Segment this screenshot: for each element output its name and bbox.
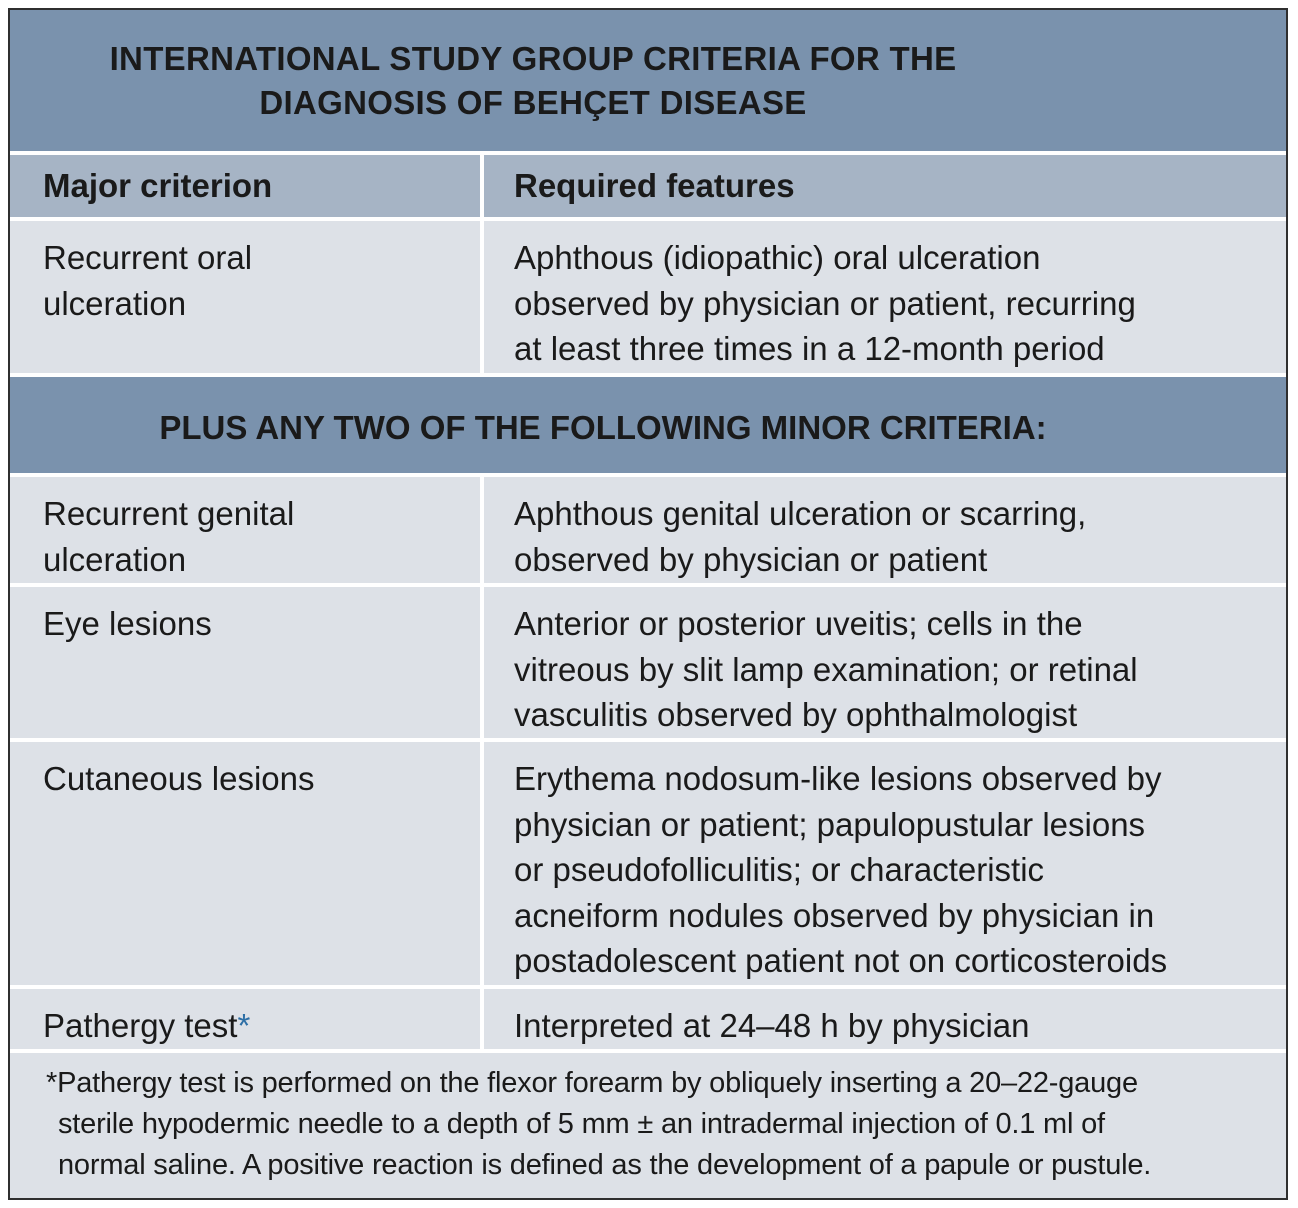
criterion-cell: Cutaneous lesions xyxy=(10,742,484,985)
criterion-cell xyxy=(10,989,484,1049)
footnote-line-2: sterile hypodermic needle to a depth of 5 mm ± an intradermal injection of 0.1 ml of xyxy=(58,1108,1105,1140)
table-row-pathergy xyxy=(10,989,1286,1053)
criteria-table-card xyxy=(8,8,1288,1200)
features-cell: Erythema nodosum-like lesions observed by physician or patient; papulopustular lesions or pseudofolliculitis; or characteristic acneiform nodules observed by physician in postadolescent patient not on corticosteroids xyxy=(514,760,1168,979)
footnote-line-3: normal saline. A positive reaction is defined as the development of a papule or pustule. xyxy=(58,1149,1152,1181)
header-required-features: Required features xyxy=(514,167,795,205)
footnote-text-1: Pathergy test is performed on the flexor forearm by obliquely inserting a 20–22-gauge xyxy=(57,1067,1138,1099)
table-title-line-2: DIAGNOSIS OF BEHÇET DISEASE xyxy=(259,83,807,121)
table-row-major xyxy=(10,221,1286,377)
criterion-cell: Eye lesions xyxy=(10,587,484,738)
features-cell: Aphthous genital ulceration or scarring, observed by physician or patient xyxy=(514,495,1087,578)
table-title-line-1: INTERNATIONAL STUDY GROUP CRITERIA FOR THE xyxy=(109,39,957,77)
table-row-cutaneous xyxy=(10,742,1286,989)
features-cell: Aphthous (idiopathic) oral ulceration observed by physician or patient, recurring at least three times in a 12-month period xyxy=(514,239,1136,367)
criterion-label: Pathergy test xyxy=(43,1007,238,1044)
criterion-cell: Recurrent oral ulceration xyxy=(10,221,484,373)
features-cell: Anterior or posterior uveitis; cells in the vitreous by slit lamp examination; or retinal vasculitis observed by ophthalmologist xyxy=(514,605,1138,733)
footnote-asterisk: * xyxy=(46,1067,58,1099)
table-row-eye xyxy=(10,587,1286,742)
footnote xyxy=(10,1053,1286,1186)
table-row-genital xyxy=(10,477,1286,587)
table-header-row xyxy=(10,155,1286,221)
table-title xyxy=(10,10,1286,155)
features-cell: Interpreted at 24–48 h by physician xyxy=(514,1007,1030,1044)
criterion-cell: Recurrent genital ulceration xyxy=(10,477,484,583)
footnote-marker: * xyxy=(237,1007,251,1044)
footnote-line-1 xyxy=(46,1063,1246,1104)
header-major-criterion: Major criterion xyxy=(10,155,484,217)
minor-criteria-section-label: PLUS ANY TWO OF THE FOLLOWING MINOR CRITERIA: xyxy=(10,377,1286,477)
